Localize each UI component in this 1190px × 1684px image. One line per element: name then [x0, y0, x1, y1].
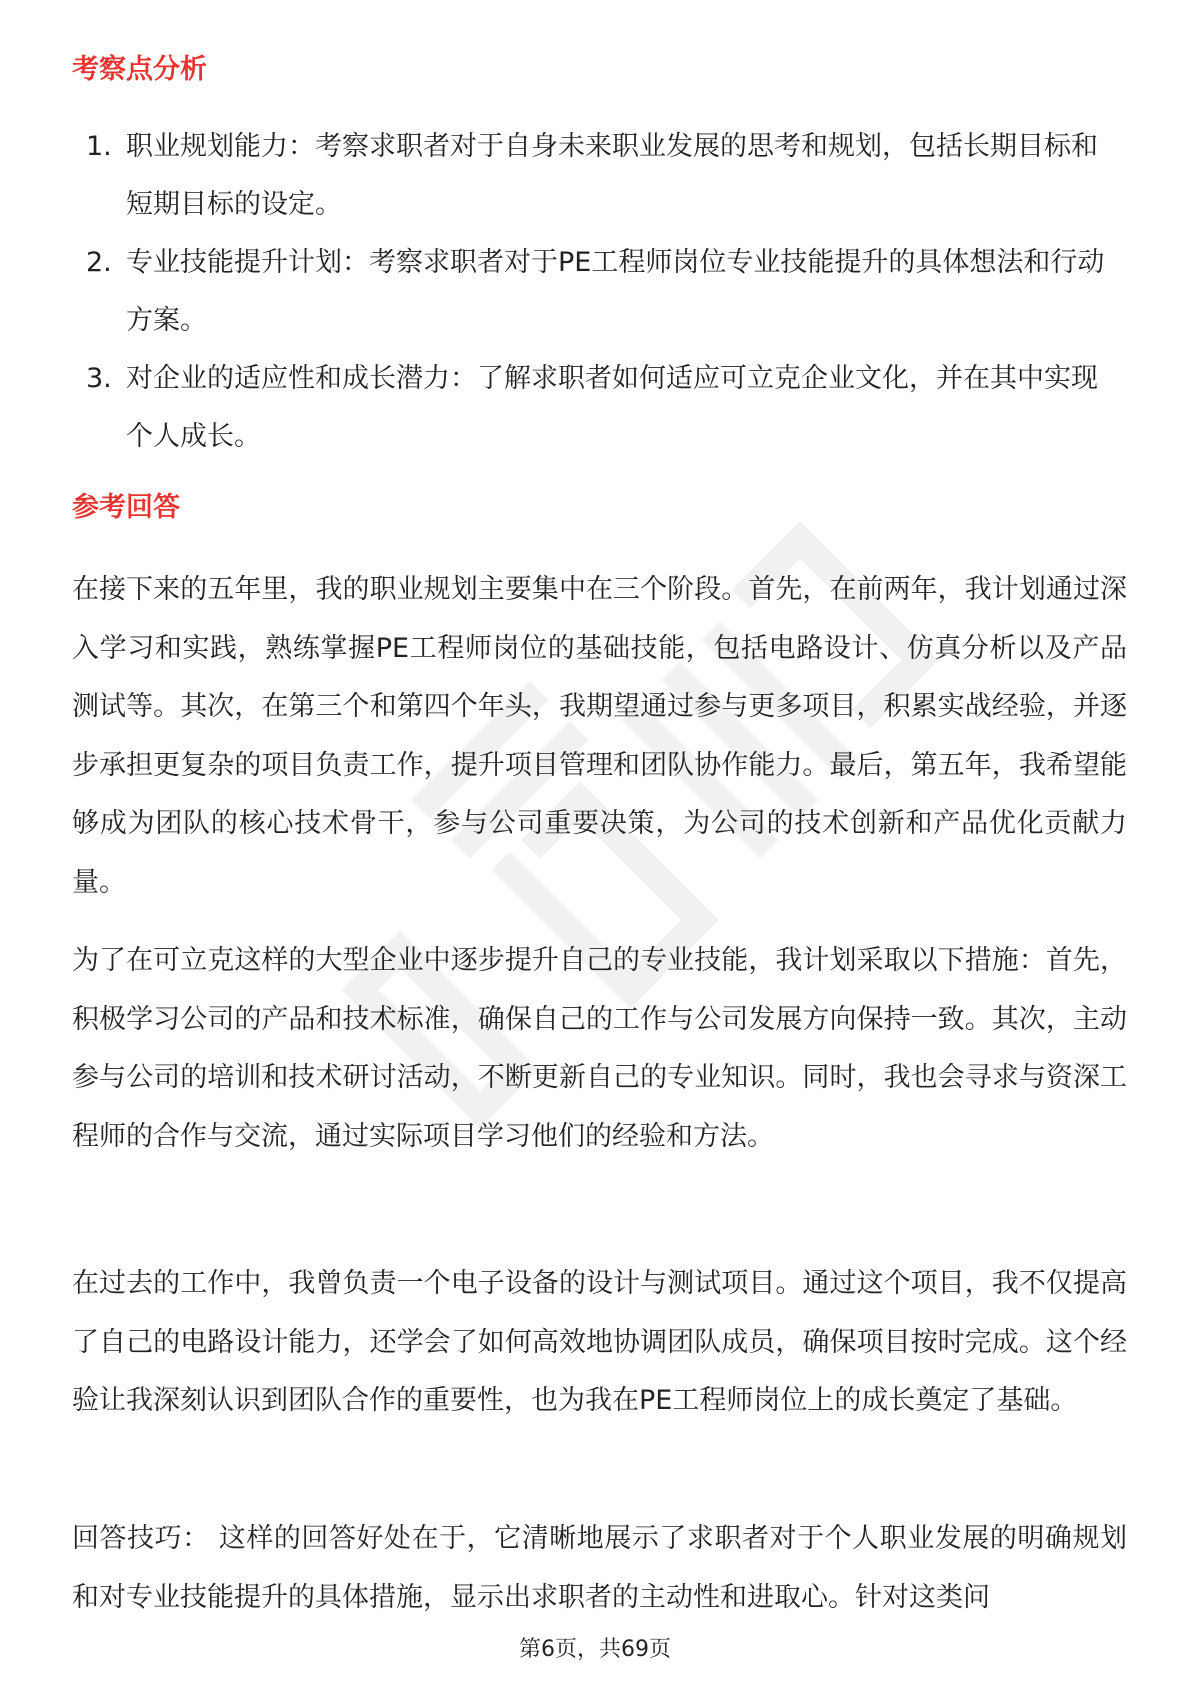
- page-number: 第6页，共69页: [519, 1637, 671, 1662]
- answer-paragraph-experience: 在过去的工作中，我曾负责一个电子设备的设计与测试项目。通过这个项目，我不仅提高了自己的电路设计能力，还学会了如何高效地协调团队成员，确保项目按时完成。这个经验让我深刻认识到团队合作的重要性，也为我在PE工程师岗位上的成长奠定了基础。: [72, 1268, 1127, 1416]
- list-item-number: 1.: [86, 131, 112, 162]
- answer-paragraph-skill-measures: 为了在可立克这样的大型企业中逐步提升自己的专业技能，我计划采取以下措施：首先，积极学习公司的产品和技术标准，确保自己的工作与公司发展方向保持一致。其次，主动参与公司的培训和技术研讨活动，不断更新自己的专业知识。同时，我也会寻求与资深工程师的合作与交流，通过实际项目学习他们的经验和方法。: [72, 945, 1127, 1152]
- section-title-analysis: 考察点分析: [72, 54, 207, 85]
- list-item-text: 职业规划能力：考察求职者对于自身未来职业发展的思考和规划，包括长期目标和短期目标的设定。: [126, 131, 1098, 220]
- list-item: [72, 118, 1122, 234]
- list-item-text: 专业技能提升计划：考察求职者对于PE工程师岗位专业技能提升的具体想法和行动方案。: [126, 247, 1105, 336]
- analysis-list: [72, 118, 1122, 466]
- answer-paragraph-career-plan: 在接下来的五年里，我的职业规划主要集中在三个阶段。首先，在前两年，我计划通过深入学习和实践，熟练掌握PE工程师岗位的基础技能，包括电路设计、仿真分析以及产品测试等。其次，在第三个和第四个年头，我期望通过参与更多项目，积累实战经验，并逐步承担更复杂的项目负责工作，提升项目管理和团队协作能力。最后，第五年，我希望能够成为团队的核心技术骨干，参与公司重要决策，为公司的技术创新和产品优化贡献力量。: [72, 574, 1127, 898]
- list-item-number: 3.: [86, 363, 112, 394]
- list-item-text: 对企业的适应性和成长潜力：了解求职者如何适应可立克企业文化，并在其中实现个人成长。: [126, 363, 1098, 452]
- list-item-number: 2.: [86, 247, 112, 278]
- section-title-answer: 参考回答: [72, 492, 180, 523]
- list-item: [72, 234, 1122, 350]
- answer-paragraph-tips: 回答技巧： 这样的回答好处在于，它清晰地展示了求职者对于个人职业发展的明确规划和对专业技能提升的具体措施，显示出求职者的主动性和进取心。针对这类问: [72, 1523, 1127, 1613]
- list-item: [72, 350, 1122, 466]
